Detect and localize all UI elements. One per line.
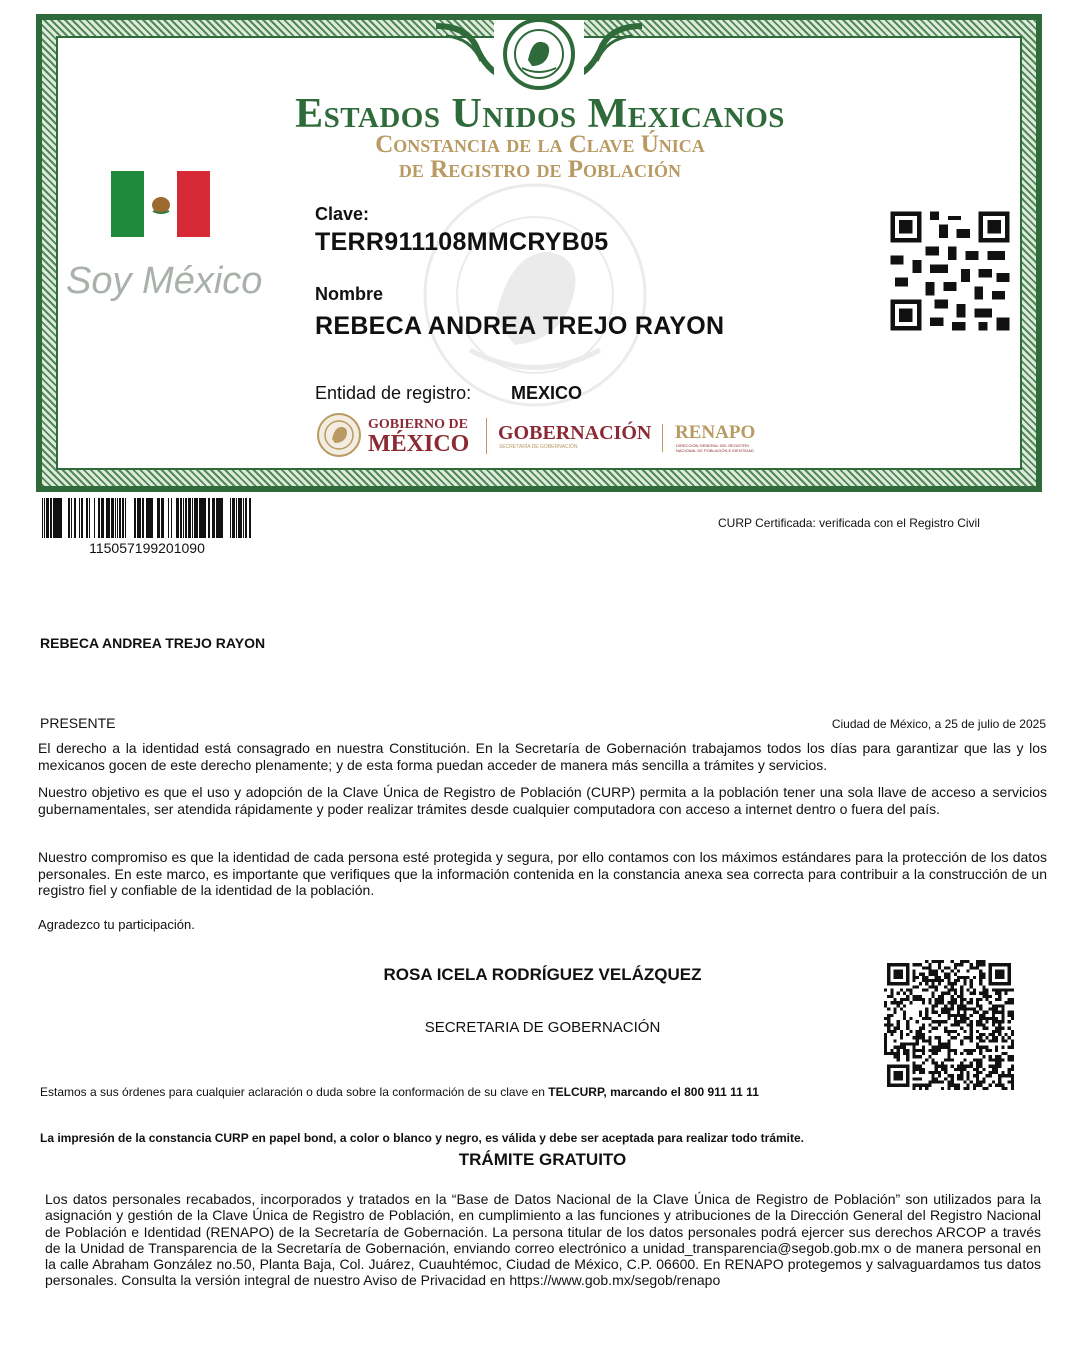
letter-paragraph-1: El derecho a la identidad está consagrado en nuestra Constitución. En la Secretaría de Gobernación trabajamos todos los días para garantizar que las y los mexicanos gocen de este derecho plenamente; y de esta forma puedan acceder de manera más sencilla a trámites y servicios. (38, 740, 1047, 773)
place-date: Ciudad de México, a 25 de julio de 2025 (831, 717, 1046, 731)
renapo-logo: RENAPO (675, 422, 756, 443)
barcode-icon (42, 498, 252, 538)
gobierno-logo-line2: MÉXICO (368, 431, 470, 457)
contact-text: Estamos a sus órdenes para cualquier aclaración o duda sobre la conformación de su clave en (40, 1085, 549, 1099)
telcurp-phone: TELCURP, marcando el 800 911 11 11 (548, 1085, 759, 1099)
presente-label: PRESENTE (40, 715, 116, 731)
letter-paragraph-2: Nuestro objetivo es que el uso y adopción de la Clave Única de Registro de Población (CURP) permita a la población tener una sola llave de acceso a servicios gubernamentales, ser atendida rápidamente y poder realizar trámites desde cualquier computadora con acceso a internet dentro o fuera del país. (38, 784, 1047, 817)
barcode-number: 115057199201090 (89, 540, 205, 556)
nombre-label: Nombre (315, 284, 384, 304)
mexico-flag-icon (111, 171, 210, 237)
watermark-seal-icon (400, 180, 670, 410)
thanks-line: Agradezco tu participación. (38, 917, 195, 932)
gobierno-logo-line1: GOBIERNO DE (368, 417, 468, 432)
renapo-logo-sub2: NACIONAL DE POBLACIÓN E IDENTIDAD (676, 448, 754, 453)
renapo-logo-sub1: DIRECCIÓN GENERAL DEL REGISTRO (676, 443, 750, 448)
letter-paragraph-3: Nuestro compromiso es que la identidad de cada persona esté protegida y segura, por ello contamos con los máximos estándares para la protección de los datos personales. En este marco, es importante que verifiques que la información contenida en la constancia anexa sea correcta para contribuir a la construcción de un registro fiel y confiable de la identidad de la población. (38, 849, 1047, 898)
soy-mexico-tagline: Soy México (66, 260, 263, 302)
clave-label: Clave: (315, 204, 370, 224)
nombre-value: REBECA ANDREA TREJO RAYON (315, 312, 725, 340)
free-procedure-label: TRÁMITE GRATUITO (458, 1150, 627, 1169)
validity-note: La impresión de la constancia CURP en papel bond, a color o blanco y negro, es válida y debe ser aceptada para realizar todo trámite. (40, 1131, 805, 1145)
certified-note: CURP Certificada: verificada con el Registro Civil (718, 516, 980, 530)
qr-code-icon (884, 960, 1014, 1090)
qr-code-icon (886, 207, 1014, 335)
gobernacion-logo-sub: SECRETARÍA DE GOBERNACIÓN (499, 444, 578, 450)
document-title: Estados Unidos Mexicanos (295, 91, 785, 137)
addressee-name: REBECA ANDREA TREJO RAYON (40, 635, 266, 651)
signer-name: ROSA ICELA RODRÍGUEZ VELÁZQUEZ (383, 965, 702, 984)
document-subtitle-line2: de Registro de Población (398, 156, 682, 183)
gobernacion-logo: GOBERNACIÓN (498, 422, 652, 444)
logo-divider (486, 418, 487, 454)
national-seal-icon (436, 16, 642, 90)
privacy-notice: Los datos personales recabados, incorporados y tratados en la “Base de Datos Nacional de la Clave Única de Registro de Población” son utilizados para la asignación y gestión de la Clave Única de Registro de Población, en cumplimiento a las funciones y atribuciones de la Dirección General del Registro Nacional de Población e Identidad (RENAPO) de la Secretaría de Gobernación. La persona titular de los datos personales podrá ejercer sus derechos ARCOP a través de la Unidad de Transparencia de la Secretaría de Gobernación, enviando correo electrónico a unidad_transparencia@segob.gob.mx o de manera personal en la calle Abraham González no.50, Planta Baja, Col. Juárez, Cuauhtémoc, Ciudad de México, C.P. 06600. En RENAPO protegemos y salvaguardamos tus datos personales. Consulta la versión integral de nuestro Aviso de Privacidad en https://www.gob.mx/segob/renapo (45, 1191, 1041, 1289)
clave-value: TERR911108MMCRYB05 (315, 228, 609, 256)
logo-divider (662, 424, 663, 452)
signer-title: SECRETARIA DE GOBERNACIÓN (424, 1019, 661, 1036)
entidad-value: MEXICO (511, 383, 583, 403)
entidad-label: Entidad de registro: (315, 383, 472, 403)
contact-line (40, 1085, 759, 1099)
document-subtitle-line1: Constancia de la Clave Única (375, 131, 705, 158)
government-seal-icon (316, 412, 362, 458)
